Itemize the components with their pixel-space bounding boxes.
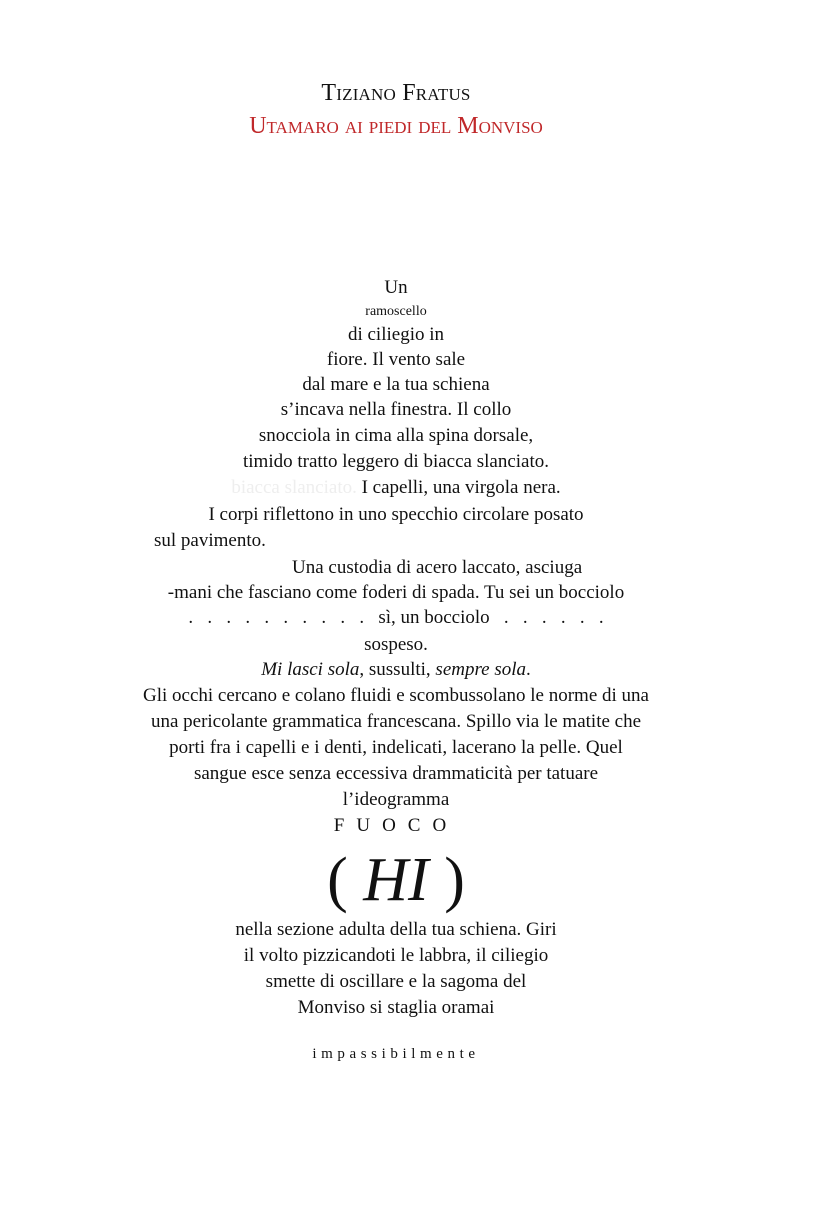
author-name: Tiziano Fratus (321, 80, 471, 106)
poem-line-dots (0, 606, 792, 630)
poem-line: timido tratto leggero di biacca slanciato. (242, 451, 549, 472)
poem-line-text: I capelli, una virgola nera. (356, 477, 561, 498)
poem-line: snocciola in cima alla spina dorsale, (258, 425, 534, 446)
italic-text: sempre sola (435, 659, 527, 680)
paren-close: ) (428, 846, 465, 914)
poem-line: porti fra i capelli e i denti, indelicati, lacerano la pelle. Quel (169, 737, 623, 758)
poem-line: l’ideogramma (342, 789, 450, 810)
faded-text: biacca slanciato. (231, 477, 357, 498)
poem-line: di ciliegio in (347, 324, 445, 345)
poem-line: fiore. Il vento sale (326, 349, 466, 370)
poem-line-text: , sussulti, (359, 659, 436, 680)
poem-line: sangue esce senza eccessiva drammaticità per tatuare (193, 763, 599, 784)
poem-title: Utamaro ai piedi del Monviso (249, 113, 543, 139)
italic-text: Mi lasci sola (261, 659, 360, 680)
dots-right: . . . . . . (503, 607, 604, 628)
ideogram-hi-text: HI (363, 846, 429, 914)
poem-line: smette di oscillare e la sagoma del (265, 971, 527, 992)
ideogram-hi (0, 848, 792, 912)
poem-line: Gli occhi cercano e colano fluidi e scombussolano le norme di una (143, 685, 649, 706)
paren-open: ( (327, 846, 364, 914)
poem-line: -mani che fasciano come foderi di spada. Tu sei un bocciolo (167, 582, 625, 603)
poem-closing-word: impassibilmente (312, 1046, 480, 1062)
poem-line: I corpi riflettono in uno specchio circolare posato (208, 504, 584, 525)
poem-line: Una custodia di acero laccato, asciuga (292, 557, 583, 578)
dots-left: . . . . . . . . . . (188, 607, 365, 628)
poem-line: sospeso. (364, 634, 428, 655)
poem-line (0, 658, 792, 682)
poem-line: Un (384, 277, 408, 298)
poem-line-text: . (526, 659, 531, 680)
poem-line: il volto pizzicandoti le labbra, il ciliegio (243, 945, 549, 966)
poem-line: dal mare e la tua schiena (302, 374, 490, 395)
poem-line: nella sezione adulta della tua schiena. Giri (235, 919, 557, 940)
poem-line: ramoscello (365, 304, 427, 319)
poem-line: una pericolante grammatica francescana. Spillo via le matite che (150, 711, 642, 732)
poem-line-fuoco: FUOCO (333, 815, 459, 836)
poem-line: Monviso si staglia oramai (297, 997, 495, 1018)
poem-line: s’incava nella finestra. Il collo (280, 399, 512, 420)
poem-line-text: sì, un bocciolo (378, 607, 490, 628)
poem-line: sul pavimento. (154, 530, 266, 551)
poem-line (0, 476, 792, 500)
